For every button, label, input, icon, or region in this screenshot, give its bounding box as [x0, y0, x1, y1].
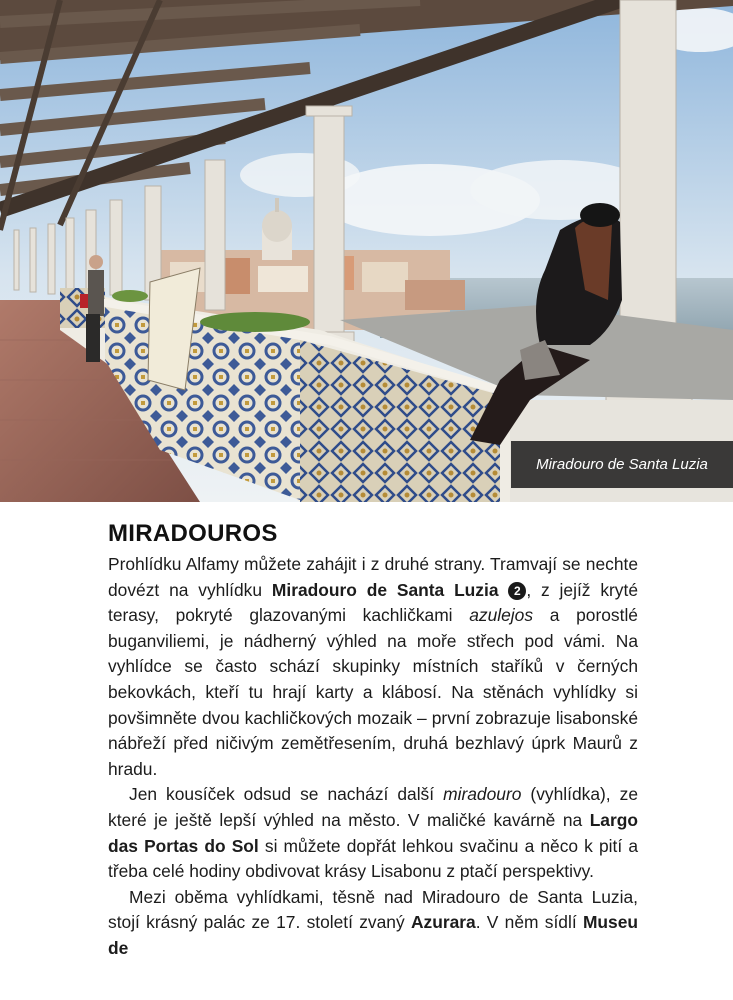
place-name-bold: Museu de [108, 912, 639, 958]
paragraph-1 [108, 552, 638, 782]
term-italic: miradouro [443, 784, 522, 805]
paragraph-2 [108, 782, 638, 884]
map-marker-number: 2 [508, 582, 526, 600]
section-heading: MIRADOUROS [108, 520, 278, 547]
text-run: Mezi oběma vyhlídkami, těsně nad Miradouro de Santa Luzia, stojí krásný palác ze 17. století zvaný [108, 886, 638, 933]
article [108, 518, 638, 962]
text-run: Prohlídku Alfamy můžete zahájit i z druhé strany. Tramvají se nechte dovézt na vyhlídku [108, 554, 638, 600]
text-run: (vyhlídka), ze které je ještě lepší výhled na město. V maličké kavárně na [108, 784, 638, 830]
text-run: , z jejíž kryté terasy, pokryté glazovanými kachličkami [108, 579, 639, 626]
place-name-bold: Azurara [410, 912, 476, 933]
text-run: Jen kousíček odsud se nachází další [129, 784, 444, 805]
place-name-bold: Largo das Portas do Sol [108, 809, 638, 856]
text-run: a porostlé buganviliemi, je nádherný výhled na moře střech pod vámi. Na vyhlídce se často schází skupinky místních staříků v černých bekovkách, kteří tu hrají karty a klábosí. Na stěnách vyhlídky si povšimněte dvou kachličkových mozaik – první zobrazuje lisabonské nábřeží před ničivým zemětřesením, druhá bezhlavý úprk Maurů z hradu. [108, 605, 638, 779]
text-run: si můžete dopřát lehkou svačinu a něco k pití a třeba celé hodiny obdivovat krásy Lisabonu z ptačí perspektivy. [108, 835, 638, 882]
paragraph-3 [108, 885, 638, 962]
place-name-bold: Miradouro de Santa Luzia [271, 579, 499, 600]
text-run: . V něm sídlí [475, 912, 583, 933]
photo-caption: Miradouro de Santa Luzia [511, 441, 733, 488]
term-italic: azulejos [469, 605, 534, 626]
